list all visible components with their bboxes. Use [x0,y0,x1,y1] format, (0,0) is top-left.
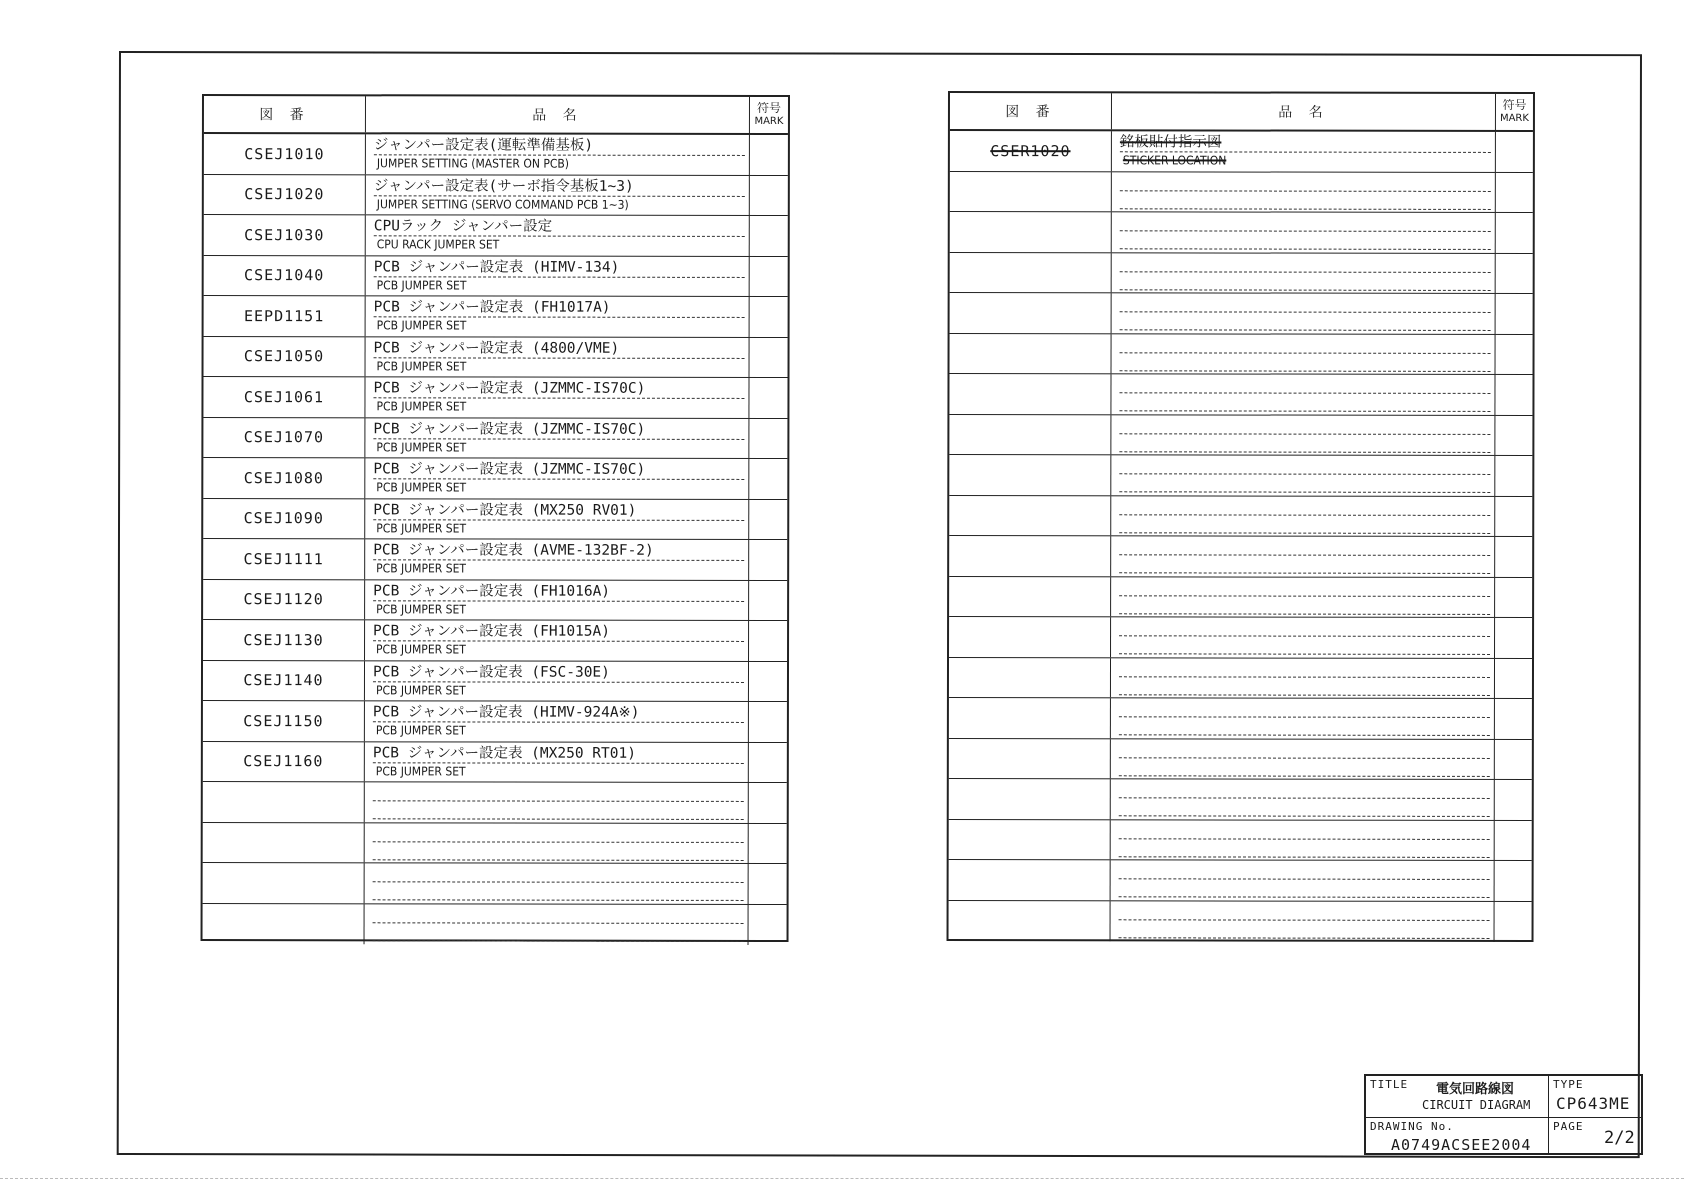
table-row [204,134,788,176]
drawing-number [949,536,1111,576]
item-name-cell [365,580,749,620]
mark-cell [1496,213,1533,253]
drawing-number [949,658,1111,698]
drawing-number [949,901,1111,942]
item-name-cell [365,823,749,863]
table-row [949,536,1532,578]
title-jp: 電気回路線図 [1436,1082,1515,1097]
drawing-number: CSEJ1150 [203,701,365,741]
blank-entry-line [1119,613,1490,615]
table-row [203,863,787,905]
blank-entry-line [1119,757,1490,759]
item-name-cell [365,539,749,579]
blank-entry-line [1119,451,1490,453]
blank-entry-line [373,881,744,883]
blank-entry-line [373,841,744,843]
item-name-cell [366,337,750,377]
table-row [949,820,1532,862]
item-name-cell [366,256,750,296]
drawing-number [203,904,365,945]
mark-cell [1496,132,1533,172]
title-en: CIRCUIT DIAGRAM [1422,1098,1531,1112]
item-name-jp: PCB ジャンパー設定表 (JZMMC-IS70C) [373,421,744,440]
table-body [203,134,788,945]
drawing-number [950,212,1112,252]
blank-entry-line [1119,491,1490,493]
drawing-no-label: DRAWING No. [1370,1120,1454,1133]
table-header [204,96,788,135]
drawing-number: CSEJ1090 [203,499,365,539]
table-row [949,374,1532,416]
item-name-en: CPU RACK JUMPER SET [376,237,500,252]
item-name-jp: PCB ジャンパー設定表 (MX250 RV01) [373,502,744,521]
table-row [949,455,1532,497]
drawing-number: EEPD1151 [204,296,366,336]
item-name-en: PCB JUMPER SET [376,520,467,535]
drawing-number: CSEJ1111 [203,539,365,579]
blank-entry-line [1119,410,1490,412]
header-mark [750,97,788,133]
item-name-jp: PCB ジャンパー設定表 (4800/VME) [374,340,745,359]
table-row [950,334,1533,376]
mark-cell [749,742,787,782]
header-drawing-no: 図 番 [950,93,1112,129]
blank-entry-line [373,899,744,901]
mark-cell [749,378,787,418]
title-block [1364,1074,1643,1155]
drawing-number [949,617,1111,657]
blank-entry-line [1119,856,1490,858]
item-name-cell [1111,455,1495,495]
mark-cell [1495,658,1532,698]
table-row [203,377,787,419]
table-row [950,131,1533,173]
table-row [949,617,1532,659]
table-row [203,701,787,743]
drawing-number: CSEJ1061 [203,377,365,417]
item-name-jp: PCB ジャンパー設定表 (MX250 RT01) [373,745,744,764]
drawing-number [203,782,365,822]
table-row [950,293,1533,335]
item-name-cell [1111,374,1495,414]
mark-cell [1495,537,1532,577]
drawing-list-table-right [947,91,1535,942]
table-row [950,212,1533,254]
drawing-number: CSEJ1070 [203,418,365,458]
drawing-number [949,779,1111,819]
item-name-cell [1112,253,1496,293]
item-name-jp: PCB ジャンパー設定表 (HIMV-924A※) [373,704,744,723]
item-name-en: PCB JUMPER SET [375,723,466,738]
table-row [203,539,787,581]
drawing-number: CSEJ1050 [204,337,366,377]
mark-cell [1495,901,1532,942]
table-row [204,175,788,217]
mark-cell [1496,172,1533,212]
table-row [203,580,787,622]
item-name-jp: PCB ジャンパー設定表 (FH1017A) [374,299,745,318]
item-name-en: PCB JUMPER SET [376,399,467,414]
table-row [203,499,787,541]
item-name-cell [365,782,749,822]
blank-entry-line [1120,271,1491,273]
item-name-cell [365,863,749,903]
item-name-cell [365,620,749,660]
blank-entry-line [1119,433,1490,435]
blank-entry-line [1119,775,1490,777]
item-name-jp: CPUラック ジャンパー設定 [374,218,745,237]
mark-cell [749,580,787,620]
blank-entry-line [1120,289,1491,291]
item-name-cell [1111,860,1495,900]
drawing-number [950,253,1112,293]
mark-cell [749,823,787,863]
item-name-cell [1111,739,1495,779]
item-name-jp: PCB ジャンパー設定表 (HIMV-134) [374,259,745,278]
mark-cell [749,418,787,458]
table-row [949,698,1532,740]
table-row [203,742,787,784]
item-name-cell [1111,820,1495,860]
table-row [949,901,1532,943]
item-name-en: JUMPER SETTING (MASTER ON PCB) [376,156,570,171]
item-name-cell [1111,901,1495,942]
item-name-en: JUMPER SETTING (SERVO COMMAND PCB 1~3) [376,196,629,212]
blank-entry-line [1119,554,1490,556]
item-name-cell [365,418,749,458]
drawing-no-value: A0749ACSEE2004 [1391,1136,1532,1154]
type-value: CP643ME [1556,1094,1631,1113]
drawing-number: CSEJ1120 [203,580,365,620]
item-name-cell [366,134,750,174]
item-name-cell [365,701,749,741]
item-name-jp: 銘板貼付指示図 [1120,134,1491,153]
item-name-cell [366,175,750,215]
page-label: PAGE [1553,1120,1584,1133]
blank-entry-line [1120,230,1491,232]
blank-entry-line [373,922,744,924]
blank-entry-line [1119,532,1490,534]
blank-entry-line [373,859,744,861]
item-name-cell [365,904,749,945]
item-name-cell [1111,698,1495,738]
item-name-cell [1111,536,1495,576]
item-name-cell [366,215,750,255]
blank-entry-line [1119,392,1490,394]
drawing-number [949,455,1111,495]
blank-entry-line [1119,635,1490,637]
item-name-en: PCB JUMPER SET [376,318,467,333]
item-name-jp: PCB ジャンパー設定表 (JZMMC-IS70C) [373,380,744,399]
mark-cell [750,175,788,215]
blank-entry-line [1119,676,1490,678]
table-row [203,823,787,865]
item-name-jp: ジャンパー設定表(サーボ指令基板1~3) [374,178,745,197]
item-name-cell [1111,617,1495,657]
item-name-cell [1112,334,1496,374]
drawing-number: CSEJ1140 [203,661,365,701]
drawing-number: CSEJ1130 [203,620,365,660]
title-block-divider-v [1548,1076,1549,1153]
blank-entry-line [1119,653,1490,655]
title-label: TITLE [1370,1078,1409,1091]
table-row [950,253,1533,295]
blank-entry-line [1119,572,1490,574]
mark-cell [749,459,787,499]
table-row [203,782,787,824]
blank-entry-line [373,818,744,820]
item-name-cell [1111,496,1495,536]
mark-cell [1495,780,1532,820]
drawing-number [949,496,1111,536]
table-row [203,620,787,662]
mark-cell [1496,294,1533,334]
mark-cell [1495,820,1532,860]
blank-entry-line [1119,514,1490,516]
table-row [949,577,1532,619]
item-name-jp: PCB ジャンパー設定表 (FH1016A) [373,583,744,602]
drawing-number: CSEJ1160 [203,742,365,782]
table-row [949,658,1532,700]
scan-edge [0,1178,1684,1179]
item-name-en: PCB JUMPER SET [376,358,467,373]
mark-cell [750,297,788,337]
item-name-en: STICKER LOCATION [1122,153,1227,168]
header-mark-en: MARK [754,115,784,128]
blank-entry-line [1119,473,1490,475]
table-row [203,661,787,703]
table-row [950,172,1533,214]
table-row [203,458,787,500]
blank-entry-line [1119,896,1490,898]
header-drawing-no: 図 番 [204,96,366,132]
mark-cell [749,499,787,539]
mark-cell [749,661,787,701]
mark-cell [749,864,787,904]
item-name-cell [1111,658,1495,698]
mark-cell [1496,253,1533,293]
table-row [949,739,1532,781]
drawing-number [950,334,1112,374]
drawing-number [949,577,1111,617]
mark-cell [749,702,787,742]
table-row [204,256,788,298]
drawing-number [949,820,1111,860]
mark-cell [1496,334,1533,374]
blank-entry-line [1119,919,1490,921]
item-name-cell [365,499,749,539]
item-name-cell [365,458,749,498]
table-row [949,496,1532,538]
mark-cell [749,904,787,945]
drawing-number [949,698,1111,738]
mark-cell [750,256,788,296]
table-row [204,337,788,379]
drawing-number [949,415,1111,455]
drawing-number [949,739,1111,779]
drawing-number: CSEJ1040 [204,256,366,296]
blank-entry-line [1119,595,1490,597]
item-name-jp: PCB ジャンパー設定表 (AVME-132BF-2) [373,542,744,561]
item-name-cell [366,296,750,336]
mark-cell [1495,861,1532,901]
type-label: TYPE [1553,1078,1584,1091]
header-mark-en: MARK [1499,112,1529,125]
mark-cell [1495,375,1532,415]
item-name-jp: PCB ジャンパー設定表 (FH1015A) [373,623,744,642]
mark-cell [1495,618,1532,658]
blank-entry-line [1119,734,1490,736]
drawing-list-table-left [201,94,790,942]
mark-cell [749,621,787,661]
blank-entry-line [1120,248,1491,250]
table-header [950,93,1533,132]
blank-entry-line [1120,370,1491,372]
blank-entry-line [1120,311,1491,313]
mark-cell [749,540,787,580]
item-name-jp: ジャンパー設定表(運転準備基板) [374,137,745,156]
blank-entry-line [1119,878,1490,880]
drawing-number [949,374,1111,414]
item-name-cell [1112,212,1496,252]
item-name-cell [1112,131,1496,171]
blank-entry-line [373,800,744,802]
item-name-en: PCB JUMPER SET [376,480,467,495]
item-name-cell [1112,293,1496,333]
mark-cell [1495,699,1532,739]
item-name-cell [1111,415,1495,455]
item-name-cell [365,661,749,701]
header-mark-jp: 符号 [1502,97,1527,113]
mark-cell [1495,456,1532,496]
page-value: 2/2 [1604,1128,1635,1148]
mark-cell [750,337,788,377]
item-name-cell [1111,779,1495,819]
mark-cell [1495,739,1532,779]
item-name-cell [1111,577,1495,617]
drawing-number: CSEJ1010 [204,134,366,174]
drawing-number [203,823,365,863]
item-name-en: PCB JUMPER SET [376,561,466,576]
blank-entry-line [1119,694,1490,696]
table-row [949,860,1532,902]
item-name-jp: PCB ジャンパー設定表 (JZMMC-IS70C) [373,461,744,480]
mark-cell [1495,577,1532,617]
item-name-en: PCB JUMPER SET [375,682,466,697]
mark-cell [1495,415,1532,455]
drawing-number: CSEJ1030 [204,215,366,255]
blank-entry-line [1119,797,1490,799]
item-name-en: PCB JUMPER SET [375,763,466,778]
drawing-number [950,293,1112,333]
blank-entry-line [1120,352,1491,354]
item-name-en: PCB JUMPER SET [376,439,467,454]
blank-entry-line [1119,716,1490,718]
item-name-jp: PCB ジャンパー設定表 (FSC-30E) [373,664,744,683]
item-name-cell [365,742,749,782]
header-mark-jp: 符号 [756,100,781,116]
table-row [204,215,788,257]
header-item-name: 品 名 [366,96,750,133]
blank-entry-line [1119,838,1490,840]
header-mark [1496,94,1533,130]
header-item-name: 品 名 [1112,93,1496,130]
item-name-cell [365,377,749,417]
table-row [949,779,1532,821]
title-block-divider-h [1366,1117,1641,1118]
mark-cell [1495,496,1532,536]
mark-cell [750,216,788,256]
table-row [204,296,788,338]
drawing-number: CSEJ1020 [204,175,366,215]
table-row [949,415,1532,457]
blank-entry-line [1119,815,1490,817]
drawing-number: CSEJ1080 [203,458,365,498]
blank-entry-line [1120,329,1491,331]
blank-entry-line [373,940,744,942]
drawing-number: CSER1020 [950,131,1112,171]
item-name-en: PCB JUMPER SET [376,601,466,616]
item-name-en: PCB JUMPER SET [376,277,467,292]
table-row [203,904,787,946]
mark-cell [750,135,788,175]
drawing-number [949,860,1111,900]
blank-entry-line [1120,208,1491,210]
blank-entry-line [1119,937,1490,939]
blank-entry-line [1120,190,1491,192]
item-name-en: PCB JUMPER SET [376,642,466,657]
drawing-number [950,172,1112,212]
table-row [203,418,787,460]
drawing-number [203,863,365,903]
mark-cell [749,783,787,823]
item-name-cell [1112,172,1496,212]
table-body [949,131,1533,942]
